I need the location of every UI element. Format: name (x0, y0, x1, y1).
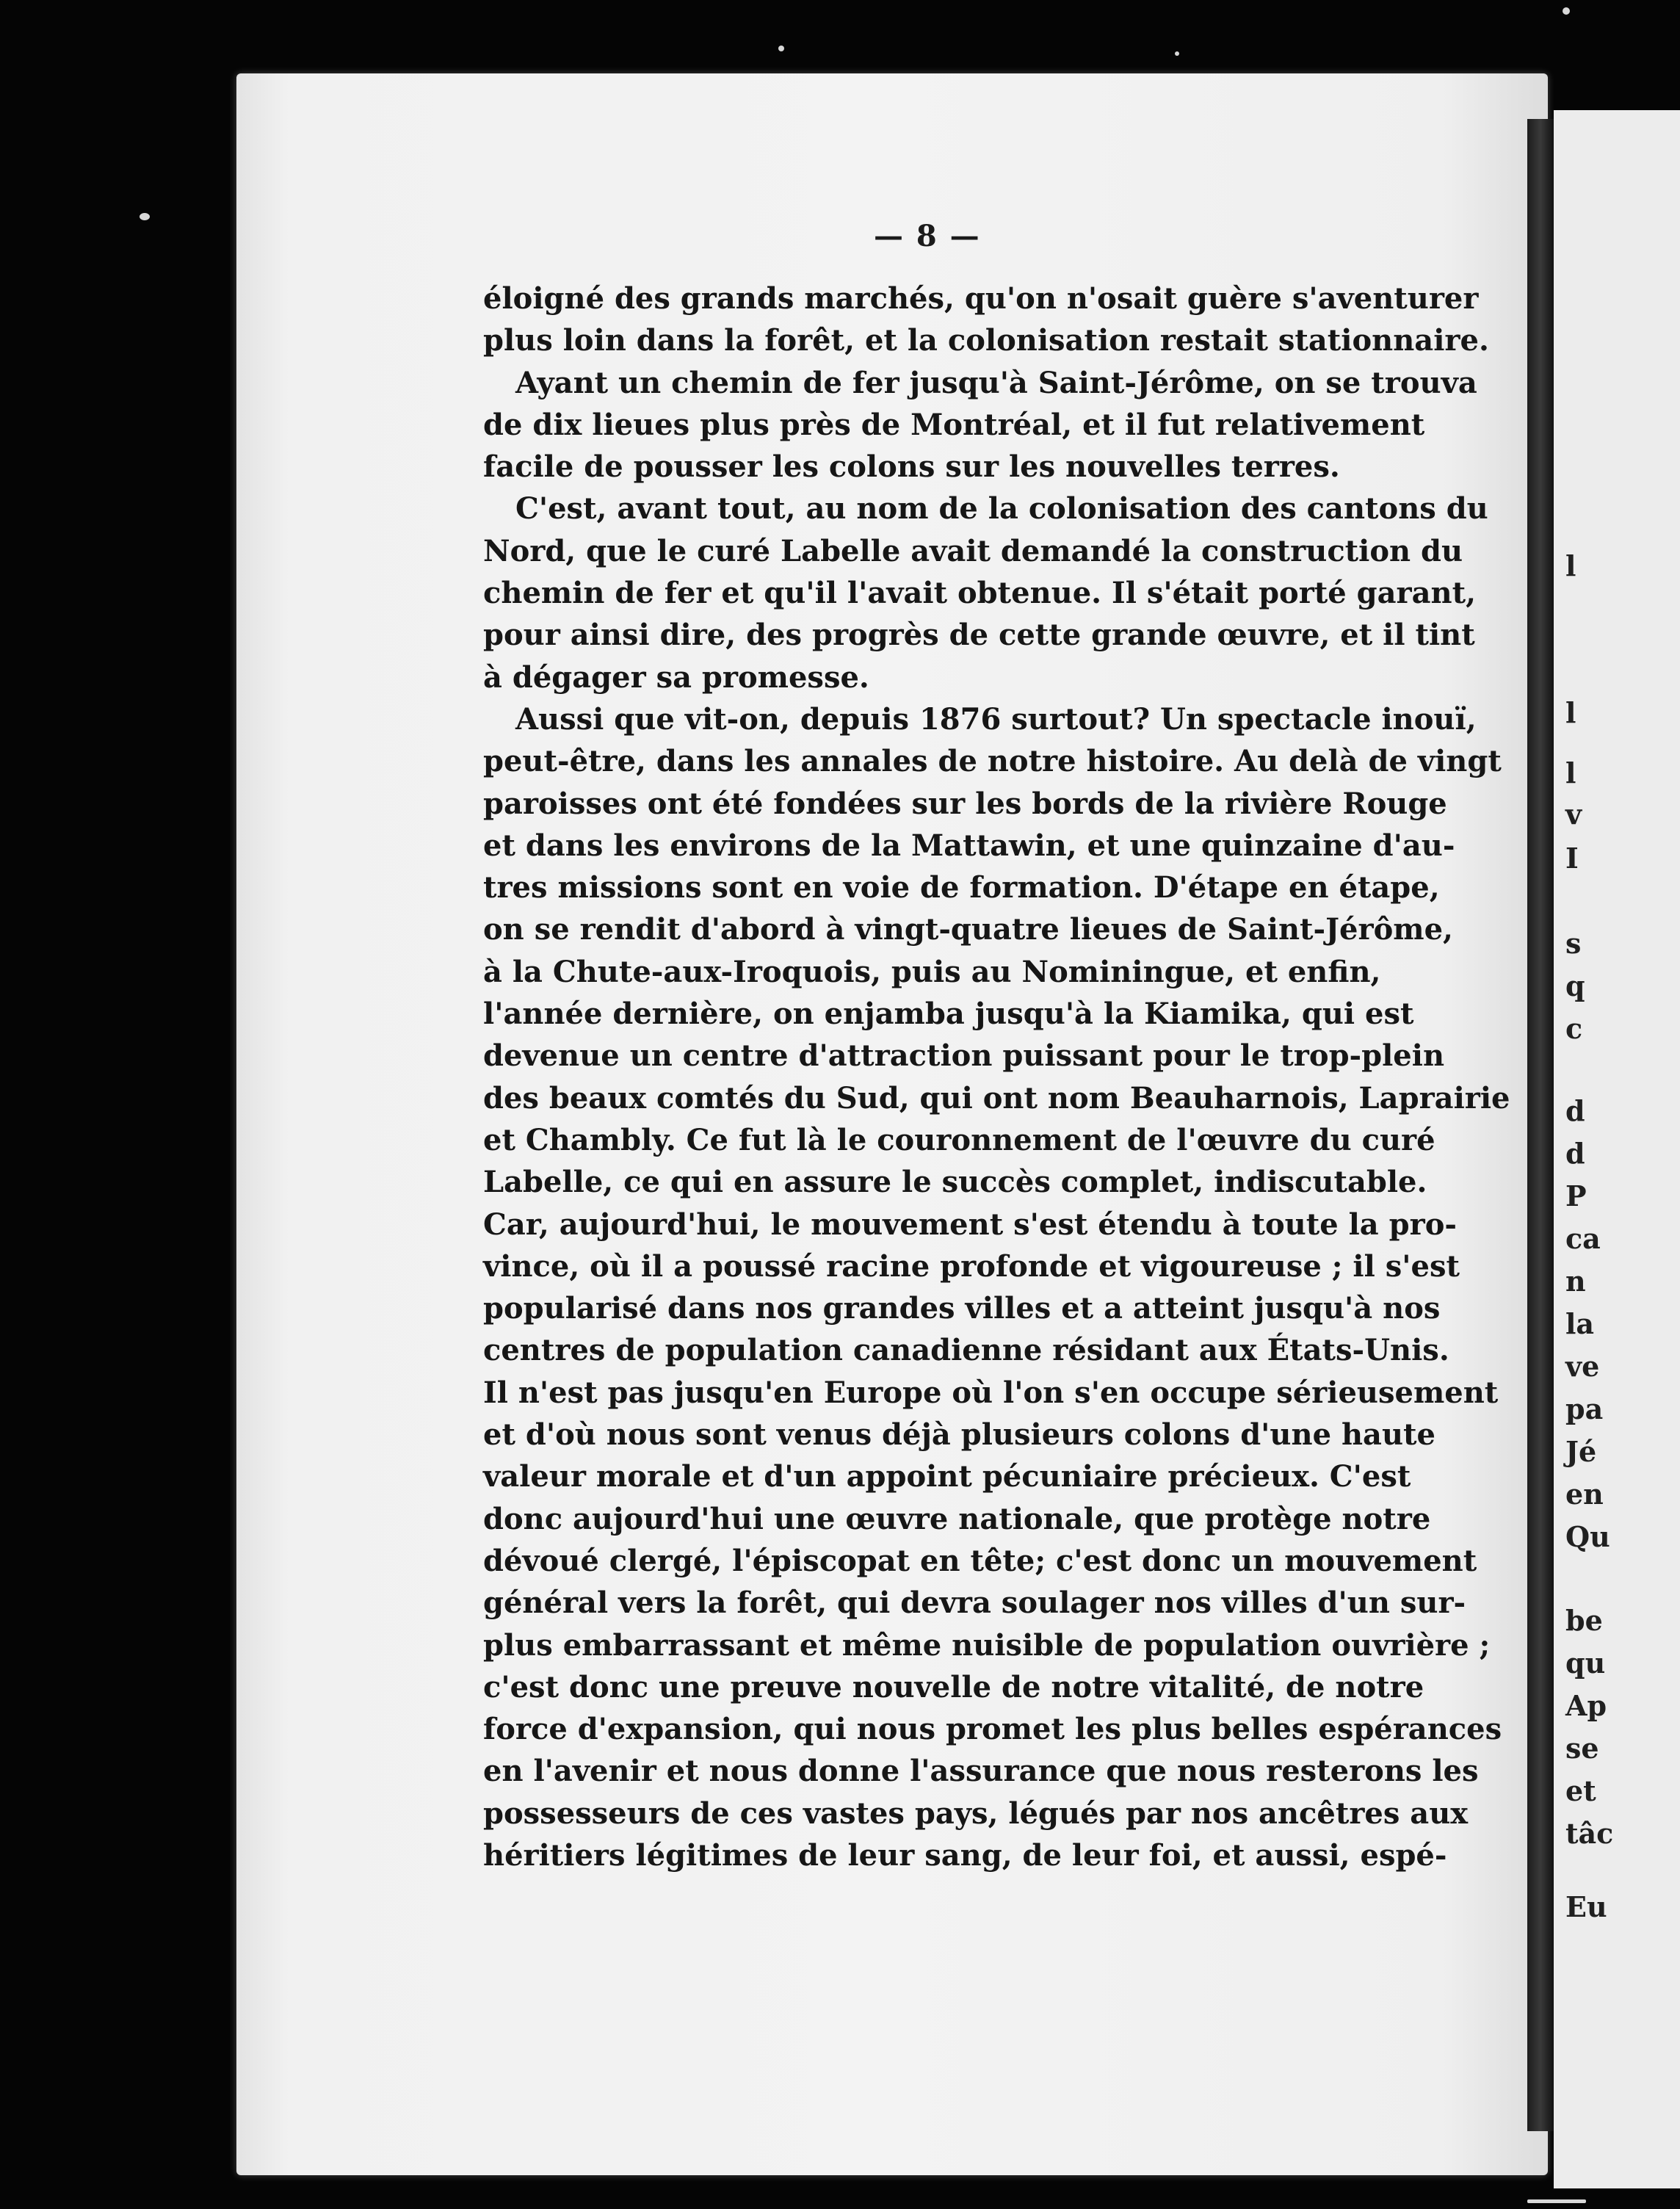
adjacent-page-fragment: Eu (1565, 1890, 1607, 1923)
text-line: à dégager sa promesse. (483, 659, 869, 695)
adjacent-page-fragment: et (1565, 1774, 1596, 1807)
adjacent-page-fragment: qu (1565, 1646, 1606, 1680)
adjacent-page-fragment: n (1565, 1265, 1586, 1298)
book-gutter (1527, 119, 1554, 2131)
text-line: éloigné des grands marchés, qu'on n'osait guère s'aventurer (483, 281, 1479, 316)
text-line: plus embarrassant et même nuisible de population ouvrière ; (483, 1627, 1491, 1663)
text-line: en l'avenir et nous donne l'assurance que nous resterons les (483, 1754, 1479, 1789)
text-line: C'est, avant tout, au nom de la colonisation des cantons du (515, 491, 1488, 527)
text-line: chemin de fer et qu'il l'avait obtenue. Il s'était porté garant, (483, 576, 1477, 611)
text-line: force d'expansion, qui nous promet les plus belles espérances (483, 1712, 1502, 1747)
dust-speck (140, 213, 150, 220)
adjacent-page-fragment: ca (1565, 1222, 1601, 1255)
adjacent-page-fragment: Ap (1565, 1689, 1607, 1722)
text-line: on se rendit d'abord à vingt-quatre lieues de Saint-Jérôme, (483, 912, 1453, 947)
adjacent-page-fragment: l (1565, 756, 1576, 789)
adjacent-page-fragment: Qu (1565, 1520, 1610, 1553)
text-line: général vers la forêt, qui devra soulager nos villes d'un sur- (483, 1586, 1466, 1621)
adjacent-page-fragment: en (1565, 1478, 1604, 1511)
adjacent-page-fragment: s (1565, 927, 1582, 960)
text-line: Ayant un chemin de fer jusqu'à Saint-Jérôme, on se trouva (515, 365, 1477, 400)
adjacent-page-fragment: be (1565, 1604, 1603, 1637)
text-line: plus loin dans la forêt, et la colonisation restait stationnaire. (483, 323, 1489, 358)
text-line: à la Chute-aux-Iroquois, puis au Nominingue, et enfin, (483, 954, 1381, 989)
dust-speck (1563, 7, 1570, 15)
adjacent-page-fragment: c (1565, 1012, 1583, 1045)
text-line: et dans les environs de la Mattawin, et une quinzaine d'au- (483, 828, 1455, 863)
adjacent-page-fragment: pa (1565, 1392, 1604, 1425)
adjacent-page-fragment: I (1565, 842, 1579, 875)
dust-speck (1527, 2199, 1586, 2203)
text-line: et d'où nous sont venus déjà plusieurs colons d'une haute (483, 1417, 1435, 1453)
text-line: pour ainsi dire, des progrès de cette grande œuvre, et il tint (483, 618, 1475, 653)
text-line: vince, où il a poussé racine profonde et vigoureuse ; il s'est (483, 1248, 1460, 1284)
adjacent-page-fragment: l (1565, 549, 1576, 582)
text-line: héritiers légitimes de leur sang, de leur foi, et aussi, espé- (483, 1837, 1447, 1873)
text-line: de dix lieues plus près de Montréal, et il fut relativement (483, 407, 1425, 442)
adjacent-page-fragment: q (1565, 969, 1585, 1002)
page-text (483, 278, 1510, 1876)
adjacent-page-fragment: ve (1565, 1350, 1600, 1383)
text-line: Aussi que vit-on, depuis 1876 surtout? Un spectacle inouï, (515, 701, 1477, 737)
adjacent-page-fragment: v (1565, 798, 1582, 831)
text-line: possesseurs de ces vastes pays, légués par nos ancêtres aux (483, 1796, 1469, 1831)
adjacent-page-fragment: la (1565, 1307, 1595, 1340)
adjacent-page-fragment: tâc (1565, 1817, 1614, 1850)
text-line: devenue un centre d'attraction puissant pour le trop-plein (483, 1038, 1445, 1074)
page-number: — 8 — (874, 219, 981, 253)
text-line: paroisses ont été fondées sur les bords de la rivière Rouge (483, 786, 1447, 821)
dust-speck (1175, 51, 1179, 56)
adjacent-page-fragment: d (1565, 1094, 1585, 1127)
text-line: Car, aujourd'hui, le mouvement s'est étendu à toute la pro- (483, 1207, 1457, 1242)
text-line: donc aujourd'hui une œuvre nationale, que protège notre (483, 1501, 1431, 1536)
text-line: Il n'est pas jusqu'en Europe où l'on s'en occupe sérieusement (483, 1375, 1499, 1410)
dust-speck (778, 46, 784, 51)
adjacent-page-fragment: d (1565, 1137, 1585, 1170)
text-line: centres de population canadienne résidant aux États-Unis. (483, 1333, 1449, 1368)
adjacent-page-fragment: se (1565, 1732, 1599, 1765)
text-line: popularisé dans nos grandes villes et a atteint jusqu'à nos (483, 1291, 1441, 1326)
text-line: tres missions sont en voie de formation. D'étape en étape, (483, 870, 1440, 905)
text-line: Nord, que le curé Labelle avait demandé la construction du (483, 533, 1463, 568)
text-line: peut-être, dans les annales de notre histoire. Au delà de vingt (483, 744, 1502, 779)
adjacent-page (1554, 110, 1680, 2188)
adjacent-page-fragment: l (1565, 696, 1576, 729)
text-line: facile de pousser les colons sur les nouvelles terres. (483, 449, 1340, 485)
text-line: dévoué clergé, l'épiscopat en tête; c'est donc un mouvement (483, 1543, 1477, 1578)
adjacent-page-fragment: P (1565, 1179, 1587, 1212)
adjacent-page-fragment: Jé (1565, 1435, 1597, 1468)
text-line: Labelle, ce qui en assure le succès complet, indiscutable. (483, 1165, 1427, 1200)
text-line: des beaux comtés du Sud, qui ont nom Beauharnois, Laprairie (483, 1080, 1510, 1116)
text-line: valeur morale et d'un appoint pécuniaire précieux. C'est (483, 1459, 1411, 1494)
text-line: c'est donc une preuve nouvelle de notre vitalité, de notre (483, 1669, 1424, 1704)
text-line: et Chambly. Ce fut là le couronnement de l'œuvre du curé (483, 1122, 1435, 1157)
text-line: l'année dernière, on enjamba jusqu'à la Kiamika, qui est (483, 997, 1414, 1032)
